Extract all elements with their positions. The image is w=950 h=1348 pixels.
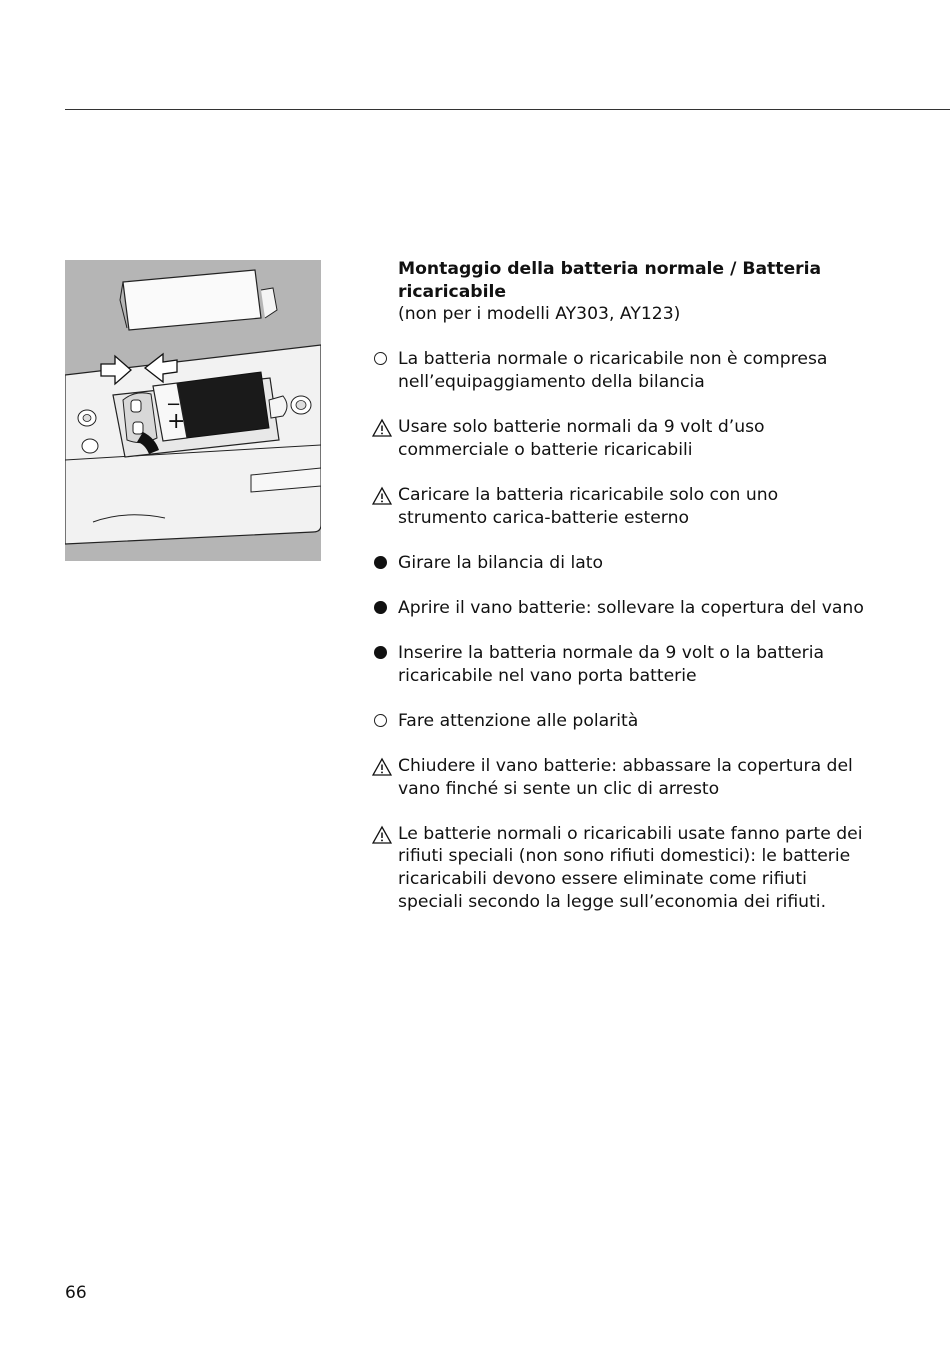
page-number: 66: [65, 1283, 87, 1303]
battery-plus-label: +: [167, 409, 186, 434]
list-item: [398, 484, 868, 529]
list-item: [398, 597, 868, 620]
warning-icon: [372, 486, 392, 506]
instruction-block: [398, 258, 868, 913]
list-item: [398, 642, 868, 687]
filled-circle-icon: [374, 601, 387, 614]
list-item-text: Fare attenzione alle polarità: [398, 710, 639, 731]
open-circle-icon: [374, 714, 387, 727]
list-item: [398, 416, 868, 461]
list-item-text: La batteria normale o ricaricabile non è compresa nell’equipaggiamento della bilancia: [398, 349, 828, 392]
warning-icon: [372, 757, 392, 777]
list-item-text: Usare solo batterie normali da 9 volt d’uso commerciale o batterie ricaricabili: [398, 417, 765, 460]
list-item-text: Chiudere il vano batterie: abbassare la copertura del vano finché si sente un clic di arresto: [398, 756, 853, 799]
filled-circle-icon: [374, 646, 387, 659]
section-title: Montaggio della batteria normale / Batteria ricaricabile: [398, 259, 822, 302]
section-heading: [398, 258, 868, 326]
list-item-text: Inserire la batteria normale da 9 volt o la batteria ricaricabile nel vano porta batterie: [398, 643, 825, 686]
list-item-text: Le batterie normali o ricaricabili usate fanno parte dei rifiuti speciali (non sono rifiuti domestici): le batterie ricaricabili devono essere eliminate come rifiuti speciali secondo la legge sull’economia dei rifiuti.: [398, 823, 863, 912]
list-item-text: Aprire il vano batterie: sollevare la copertura del vano: [398, 597, 864, 618]
list-item: [398, 823, 868, 913]
list-item: [398, 710, 868, 733]
warning-icon: [372, 418, 392, 438]
list-item: [398, 348, 868, 393]
list-item-text: Girare la bilancia di lato: [398, 552, 604, 573]
list-item: [398, 552, 868, 575]
open-circle-icon: [374, 352, 387, 365]
list-item: [398, 755, 868, 800]
warning-icon: [372, 825, 392, 845]
filled-circle-icon: [374, 556, 387, 569]
header-rule: [65, 109, 950, 110]
list-item-text: Caricare la batteria ricaricabile solo con uno strumento carica-batterie esterno: [398, 484, 779, 528]
section-subtitle: (non per i modelli AY303, AY123): [398, 304, 681, 325]
battery-compartment-illustration: [65, 260, 321, 561]
battery-minus-label: −: [166, 394, 182, 415]
